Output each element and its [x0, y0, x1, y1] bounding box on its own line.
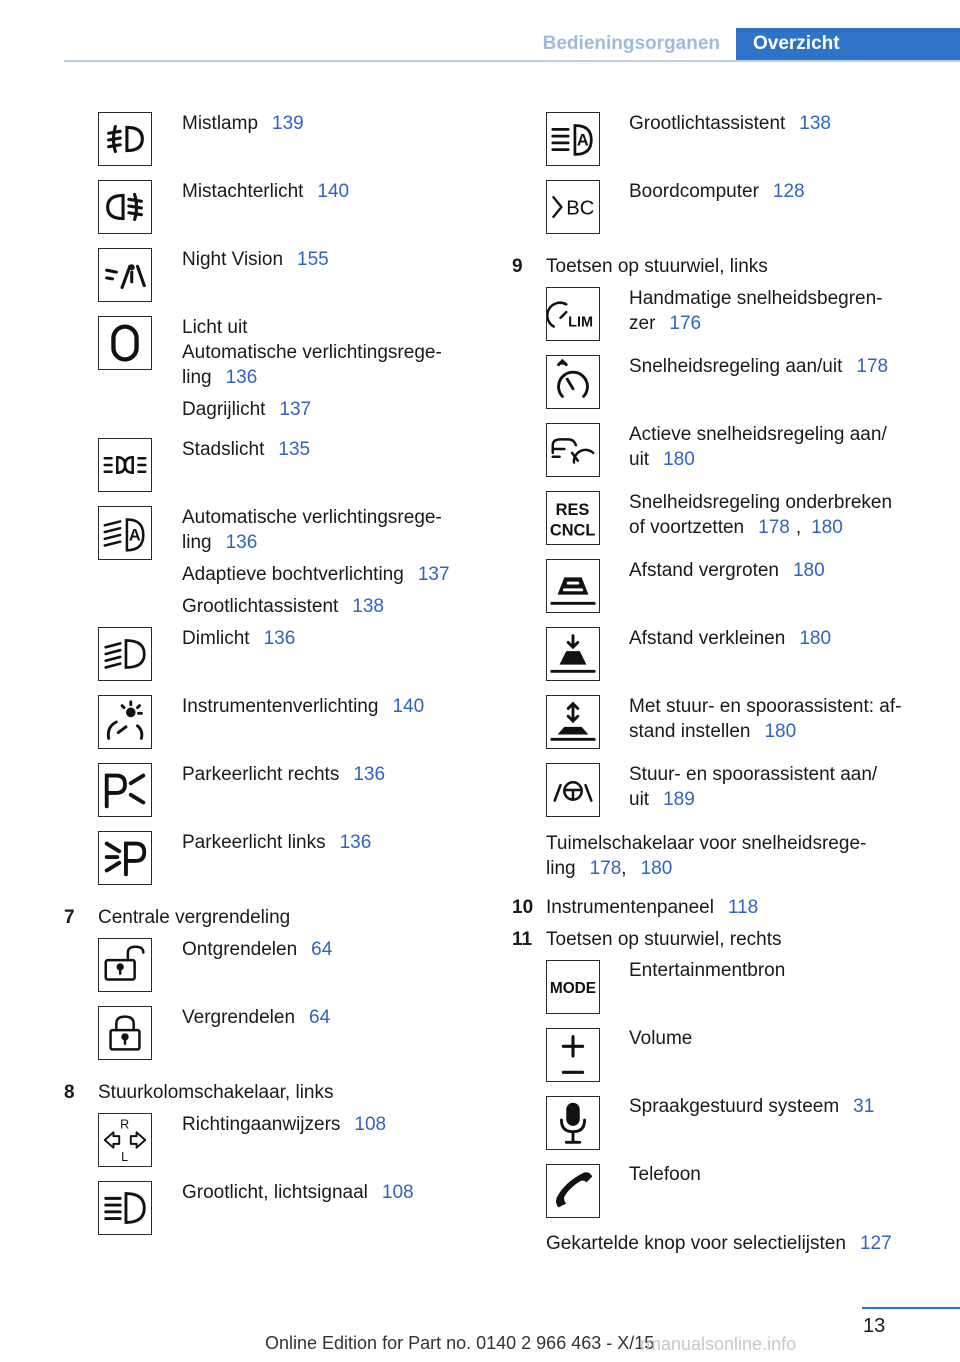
item-line [629, 111, 831, 136]
cruise-control-icon [546, 355, 600, 409]
item-label: Parkeerlicht links [182, 832, 326, 853]
item-line [182, 830, 371, 855]
item-label: Automatische verlichtingsrege- [182, 342, 442, 363]
night-vision-icon [98, 248, 152, 302]
item-line [182, 1112, 386, 1137]
item-line [629, 694, 901, 719]
parking-light-left-icon [98, 831, 152, 885]
item-label: Automatische verlichtingsrege- [182, 507, 442, 528]
icon-letter-a: A [576, 131, 589, 150]
item-line [182, 397, 442, 422]
section-number: 9 [512, 256, 523, 277]
mode-icon [546, 960, 600, 1014]
item-text [182, 247, 329, 272]
item-label: Grootlichtassistent [182, 596, 339, 617]
header-divider [64, 60, 960, 62]
section-number: 10 [512, 897, 534, 918]
item-line [182, 437, 310, 462]
item-text [182, 762, 385, 787]
item-line [629, 1094, 874, 1119]
item-line [629, 558, 825, 583]
section-title: Centrale vergrendeling [98, 907, 291, 928]
item-text [182, 437, 310, 462]
item-label: Stuur- en spoorassistent aan/ [629, 764, 878, 785]
rocker-line-2: ling 178, 180 [546, 858, 673, 879]
lock-icon [98, 1006, 152, 1060]
item-label: Instrumentenverlichting [182, 696, 379, 717]
item-label: Dimlicht [182, 628, 250, 649]
item-label: Stadslicht [182, 439, 265, 460]
page-ref[interactable]: 127 [859, 1233, 892, 1254]
item-label: Mistlamp [182, 113, 259, 134]
item-line [629, 311, 883, 336]
fog-light-icon [98, 112, 152, 166]
auto-headlight-icon [98, 506, 152, 560]
icon-letter-r: R [120, 1117, 130, 1132]
separator: , [795, 517, 802, 538]
item-text [182, 937, 332, 962]
page-ref[interactable]: 139 [272, 113, 304, 134]
item-line [629, 354, 888, 379]
item-line [182, 315, 442, 340]
item-label: Handmatige snelheidsbegren- [629, 288, 883, 309]
item-label: Mistachterlicht [182, 181, 304, 202]
item-label: Telefoon [629, 1164, 701, 1185]
item-label: Grootlicht, lichtsignaal [182, 1182, 368, 1203]
board-computer-icon [546, 180, 600, 234]
item-label: Afstand verkleinen [629, 628, 786, 649]
page-number: 13 [863, 1315, 886, 1337]
item-text [182, 1005, 330, 1030]
item-text [629, 490, 892, 540]
item-label: Volume [629, 1028, 693, 1049]
page-ref[interactable]: 136 [263, 628, 296, 649]
page-ref[interactable]: 136 [353, 764, 386, 785]
speed-limiter-icon [546, 287, 600, 341]
item-text [629, 1026, 692, 1051]
item-text [182, 179, 349, 204]
page-ref[interactable]: 137 [417, 564, 450, 585]
page-ref[interactable]: 176 [669, 313, 702, 334]
item-text [182, 315, 442, 422]
item-text [629, 958, 785, 983]
item-label: zer [629, 313, 656, 334]
rocker-switch-text [546, 831, 866, 881]
item-line [629, 422, 887, 447]
item-line [629, 286, 883, 311]
item-text [182, 694, 424, 719]
item-line [629, 179, 805, 204]
page-ref[interactable]: 140 [317, 181, 350, 202]
section-title: Toetsen op stuurwiel, rechts [546, 929, 782, 950]
item-label: Adaptieve bochtverlichting [182, 564, 404, 585]
item-label: Boordcomputer [629, 181, 759, 202]
item-label: Snelheidsregeling onderbreken [629, 492, 893, 513]
page-ref[interactable]: 64 [311, 939, 333, 960]
item-label: Grootlichtassistent [629, 113, 786, 134]
item-label: Snelheidsregeling aan/uit [629, 356, 843, 377]
item-text [182, 830, 371, 855]
edition-text: Online Edition for Part no. 0140 2 966 463 - X/15 [265, 1333, 655, 1353]
parking-lights-icon [98, 438, 152, 492]
item-label: stand instellen [629, 721, 751, 742]
page-ref[interactable]: 135 [278, 439, 311, 460]
item-line [182, 694, 424, 719]
page-ref[interactable]: 180 [799, 628, 832, 649]
item-text [629, 1094, 874, 1119]
item-line [182, 365, 442, 390]
item-line [182, 179, 349, 204]
section-number: 8 [64, 1082, 75, 1103]
item-label: Afstand vergroten [629, 560, 779, 581]
item-line [182, 247, 329, 272]
item-text [629, 1162, 701, 1187]
item-line [629, 1026, 692, 1051]
item-label: Entertainmentbron [629, 960, 786, 981]
item-label: Ontgrendelen [182, 939, 298, 960]
item-text [182, 626, 295, 651]
item-line [182, 594, 450, 619]
page-ref[interactable]: 64 [309, 1007, 331, 1028]
res-cncl-icon [546, 491, 600, 545]
item-text [629, 111, 831, 136]
page-ref[interactable]: 118 [727, 897, 759, 918]
page-ref[interactable]: 178 [589, 858, 622, 879]
item-label: Actieve snelheidsregeling aan/ [629, 424, 887, 445]
page-ref[interactable]: 178 [758, 517, 790, 538]
page-ref[interactable]: 138 [799, 113, 831, 134]
item-label: uit [629, 789, 650, 810]
page-ref[interactable]: 108 [354, 1114, 387, 1135]
page-ref[interactable]: 138 [352, 596, 384, 617]
active-cruise-icon [546, 423, 600, 477]
item-label: Spraakgestuurd systeem [629, 1096, 840, 1117]
item-text [629, 694, 901, 744]
high-beam-assist-icon [546, 112, 600, 166]
item-text [182, 1180, 414, 1205]
icon-text-lim: LIM [568, 314, 594, 331]
page-ref[interactable]: 128 [772, 181, 805, 202]
page-ref[interactable]: 178 [856, 356, 889, 377]
high-beam-icon [98, 1181, 152, 1235]
item-text [629, 626, 831, 651]
page-ref[interactable]: 136 [339, 832, 372, 853]
item-line [182, 562, 450, 587]
item-label: Met stuur- en spoorassistent: af- [629, 696, 902, 717]
item-text [182, 111, 304, 136]
page-ref[interactable]: 140 [392, 696, 425, 717]
item-label: Licht uit [182, 317, 248, 338]
item-line [629, 787, 877, 812]
page-ref[interactable]: 136 [225, 367, 258, 388]
section-number: 7 [64, 907, 75, 928]
item-line [182, 530, 450, 555]
item-label: ling [182, 367, 212, 388]
item-line [182, 626, 295, 651]
unlock-icon [98, 938, 152, 992]
item-line [182, 1005, 330, 1030]
item-text [629, 286, 883, 336]
distance-increase-icon [546, 559, 600, 613]
item-label: uit [629, 449, 650, 470]
page-ref[interactable]: 180 [811, 517, 843, 538]
item-line [182, 1180, 414, 1205]
page-ref[interactable]: 189 [663, 789, 695, 810]
item-label: Night Vision [182, 249, 284, 270]
item-line [629, 719, 901, 744]
turn-signal-icon [98, 1113, 152, 1167]
volume-icon [546, 1028, 600, 1082]
item-line [182, 111, 304, 136]
page-ref[interactable]: 155 [297, 249, 329, 270]
item-text [629, 179, 805, 204]
section-title: Instrumentenpaneel 118 [546, 897, 759, 918]
section-title: Toetsen op stuurwiel, links [546, 256, 768, 277]
page-ref[interactable]: 180 [764, 721, 797, 742]
item-line [629, 958, 785, 983]
header-active-tab: Overzicht [736, 28, 960, 60]
item-text [182, 505, 450, 619]
distance-decrease-icon [546, 627, 600, 681]
section-number: 11 [512, 929, 533, 950]
item-line [182, 762, 385, 787]
page-ref[interactable]: 136 [225, 532, 258, 553]
item-line [629, 490, 892, 515]
footer-divider [862, 1307, 960, 1309]
header-section-label: Bedieningsorganen [542, 33, 720, 54]
item-label: ling [182, 532, 212, 553]
icon-text-bc: BC [566, 197, 595, 220]
icon-letter-a: A [128, 526, 141, 545]
item-text [629, 422, 887, 472]
section-title: Stuurkolomschakelaar, links [98, 1082, 334, 1103]
item-line [629, 447, 887, 472]
item-text [629, 558, 825, 583]
item-line [629, 626, 831, 651]
icon-text-res: RES [555, 501, 590, 520]
steering-assist-icon [546, 763, 600, 817]
item-text [182, 1112, 386, 1137]
icon-text-mode: MODE [549, 979, 597, 997]
page-ref[interactable]: 180 [663, 449, 695, 470]
parking-light-right-icon [98, 763, 152, 817]
rocker-line-1: Tuimelschakelaar voor snelheidsrege- [546, 833, 867, 854]
instrument-lighting-icon [98, 695, 152, 749]
microphone-icon [546, 1096, 600, 1150]
icon-text-cncl: CNCL [549, 521, 596, 540]
item-line [182, 340, 442, 365]
light-off-icon [98, 316, 152, 370]
item-line [629, 515, 892, 540]
watermark: rmanualsonline.info [640, 1334, 797, 1354]
knurled-knob-text: Gekartelde knop voor selectielijsten 127 [546, 1233, 892, 1254]
item-label: Parkeerlicht rechts [182, 764, 340, 785]
rear-fog-light-icon [98, 180, 152, 234]
item-line [629, 1162, 701, 1187]
item-label: Dagrijlicht [182, 399, 266, 420]
item-label: Vergrendelen [182, 1007, 296, 1028]
item-label: of voortzetten [629, 517, 745, 538]
page-ref[interactable]: 180 [640, 858, 673, 879]
item-line [182, 505, 450, 530]
item-label: Richtingaanwijzers [182, 1114, 341, 1135]
item-text [629, 762, 877, 812]
distance-set-icon [546, 695, 600, 749]
phone-icon [546, 1164, 600, 1218]
page-ref[interactable]: 180 [792, 560, 825, 581]
page-ref[interactable]: 108 [381, 1182, 414, 1203]
item-text [629, 354, 888, 379]
icon-letter-l: L [121, 1150, 129, 1165]
page-ref[interactable]: 31 [853, 1096, 875, 1117]
low-beam-icon [98, 627, 152, 681]
item-line [629, 762, 877, 787]
page-ref[interactable]: 137 [279, 399, 312, 420]
item-line [182, 937, 332, 962]
